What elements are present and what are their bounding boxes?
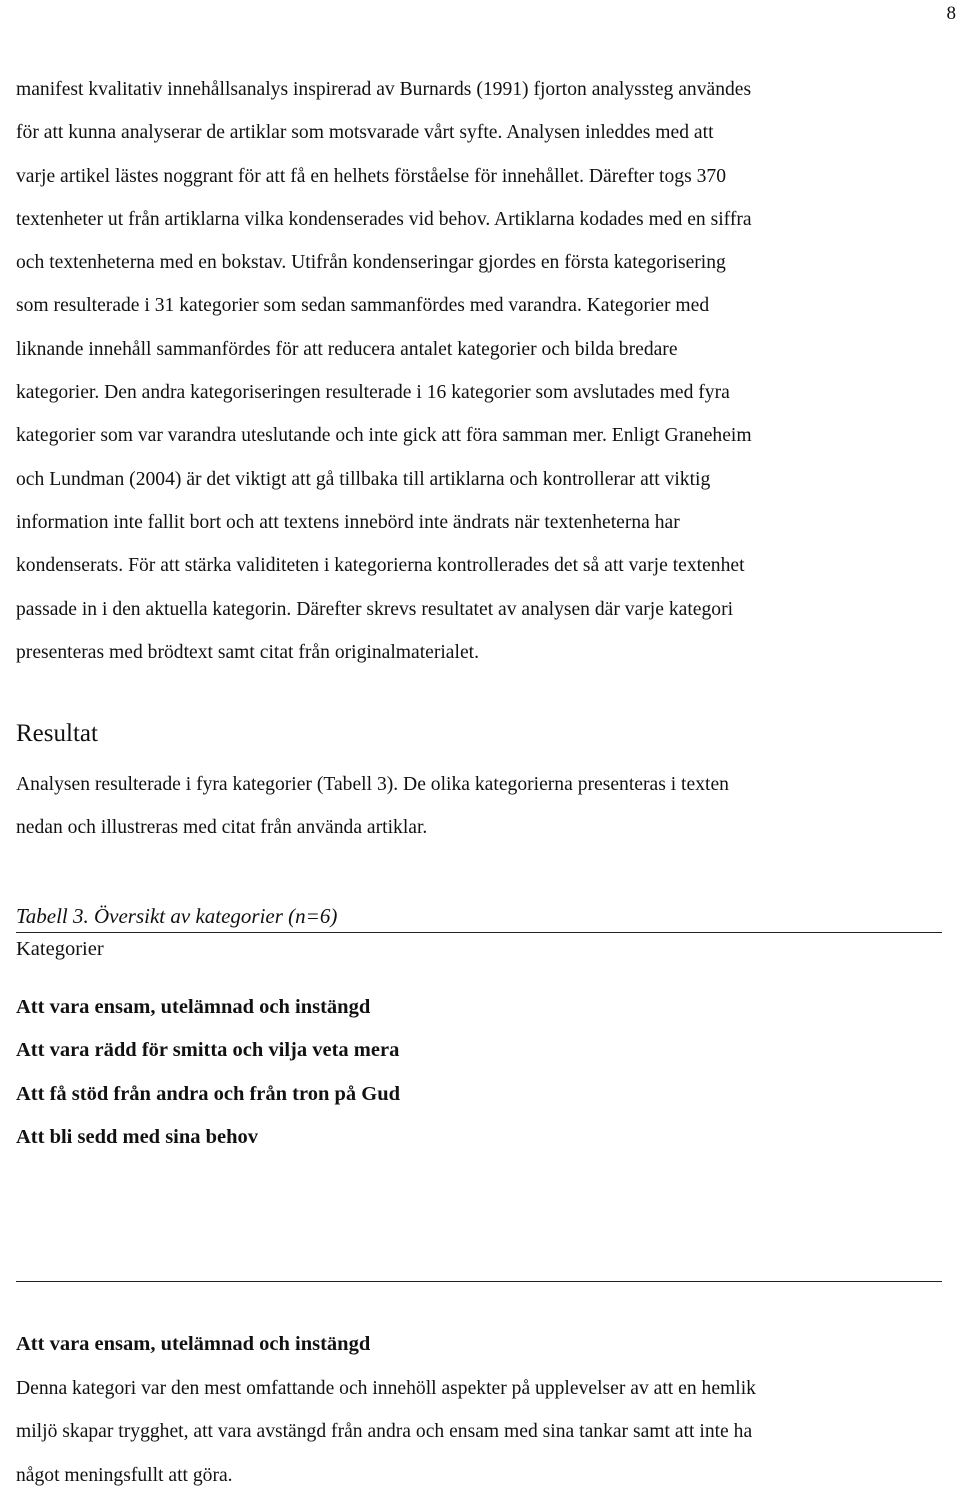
table-bottom-rule — [16, 1281, 942, 1282]
paragraph-line: miljö skapar trygghet, att vara avstängd från andra och ensam med sina tankar samt att inte ha — [16, 1421, 753, 1443]
paragraph-line: Denna kategori var den mest omfattande och innehöll aspekter på upplevelser av att en hemlik — [16, 1378, 756, 1399]
category-heading: Att vara ensam, utelämnad och instängd — [16, 1333, 371, 1355]
paragraph-line: nedan och illustreras med citat från använda artiklar. — [16, 817, 428, 839]
paragraph-line: manifest kvalitativ innehållsanalys inspirerad av Burnards (1991) fjorton analyssteg användes — [16, 79, 752, 100]
paragraph-line: kondenserats. För att stärka validiteten i kategorierna kontrollerades det så att varje textenhet — [16, 555, 745, 577]
category-paragraph — [16, 1367, 960, 1497]
category-list — [16, 986, 400, 1159]
category-row: Att få stöd från andra och från tron på Gud — [16, 1082, 401, 1105]
table-header: Kategorier — [16, 938, 104, 960]
category-row: Att bli sedd med sina behov — [16, 1125, 259, 1148]
paragraph-line: som resulterade i 31 kategorier som sedan sammanfördes med varandra. Kategorier med — [16, 295, 710, 317]
category-row: Att vara rädd för smitta och vilja veta mera — [16, 1039, 400, 1062]
paragraph-line: information inte fallit bort och att textens innebörd inte ändrats när textenheterna har — [16, 511, 680, 533]
paragraph-line: presenteras med brödtext samt citat från originalmaterialet. — [16, 641, 479, 663]
paragraph-line: kategorier. Den andra kategoriseringen resulterade i 16 kategorier som avslutades med fyra — [16, 382, 730, 404]
results-paragraph — [16, 763, 960, 850]
paragraph-line: passade in i den aktuella kategorin. Därefter skrevs resultatet av analysen där varje kategori — [16, 598, 734, 620]
paragraph-line: Analysen resulterade i fyra kategorier (Tabell 3). De olika kategorierna presenteras i texten — [16, 774, 729, 795]
page-number: 8 — [946, 3, 956, 24]
paragraph-line: kategorier som var varandra uteslutande och inte gick att föra samman mer. Enligt Graneheim — [16, 425, 752, 447]
paragraph-line: varje artikel lästes noggrant för att få en helhets förståelse för innehållet. Därefter togs 370 — [16, 165, 726, 187]
table-top-rule — [16, 932, 942, 933]
paragraph-line: textenheter ut från artiklarna vilka kondenserades vid behov. Artiklarna kodades med en siffra — [16, 208, 752, 230]
method-paragraph — [16, 68, 960, 674]
paragraph-line: liknande innehåll sammanfördes för att reducera antalet kategorier och bilda bredare — [16, 338, 678, 360]
paragraph-line: för att kunna analyserar de artiklar som motsvarade vårt syfte. Analysen inleddes med att — [16, 122, 714, 144]
paragraph-line: och textenheterna med en bokstav. Utifrån kondenseringar gjordes en första kategorisering — [16, 252, 726, 274]
paragraph-line: och Lundman (2004) är det viktigt att gå tillbaka till artiklarna och kontrollerar att viktig — [16, 468, 711, 490]
table-caption: Tabell 3. Översikt av kategorier (n=6) — [16, 904, 338, 928]
paragraph-line: något meningsfullt att göra. — [16, 1464, 233, 1486]
category-row: Att vara ensam, utelämnad och instängd — [16, 996, 371, 1018]
section-heading-resultat: Resultat — [16, 720, 98, 747]
